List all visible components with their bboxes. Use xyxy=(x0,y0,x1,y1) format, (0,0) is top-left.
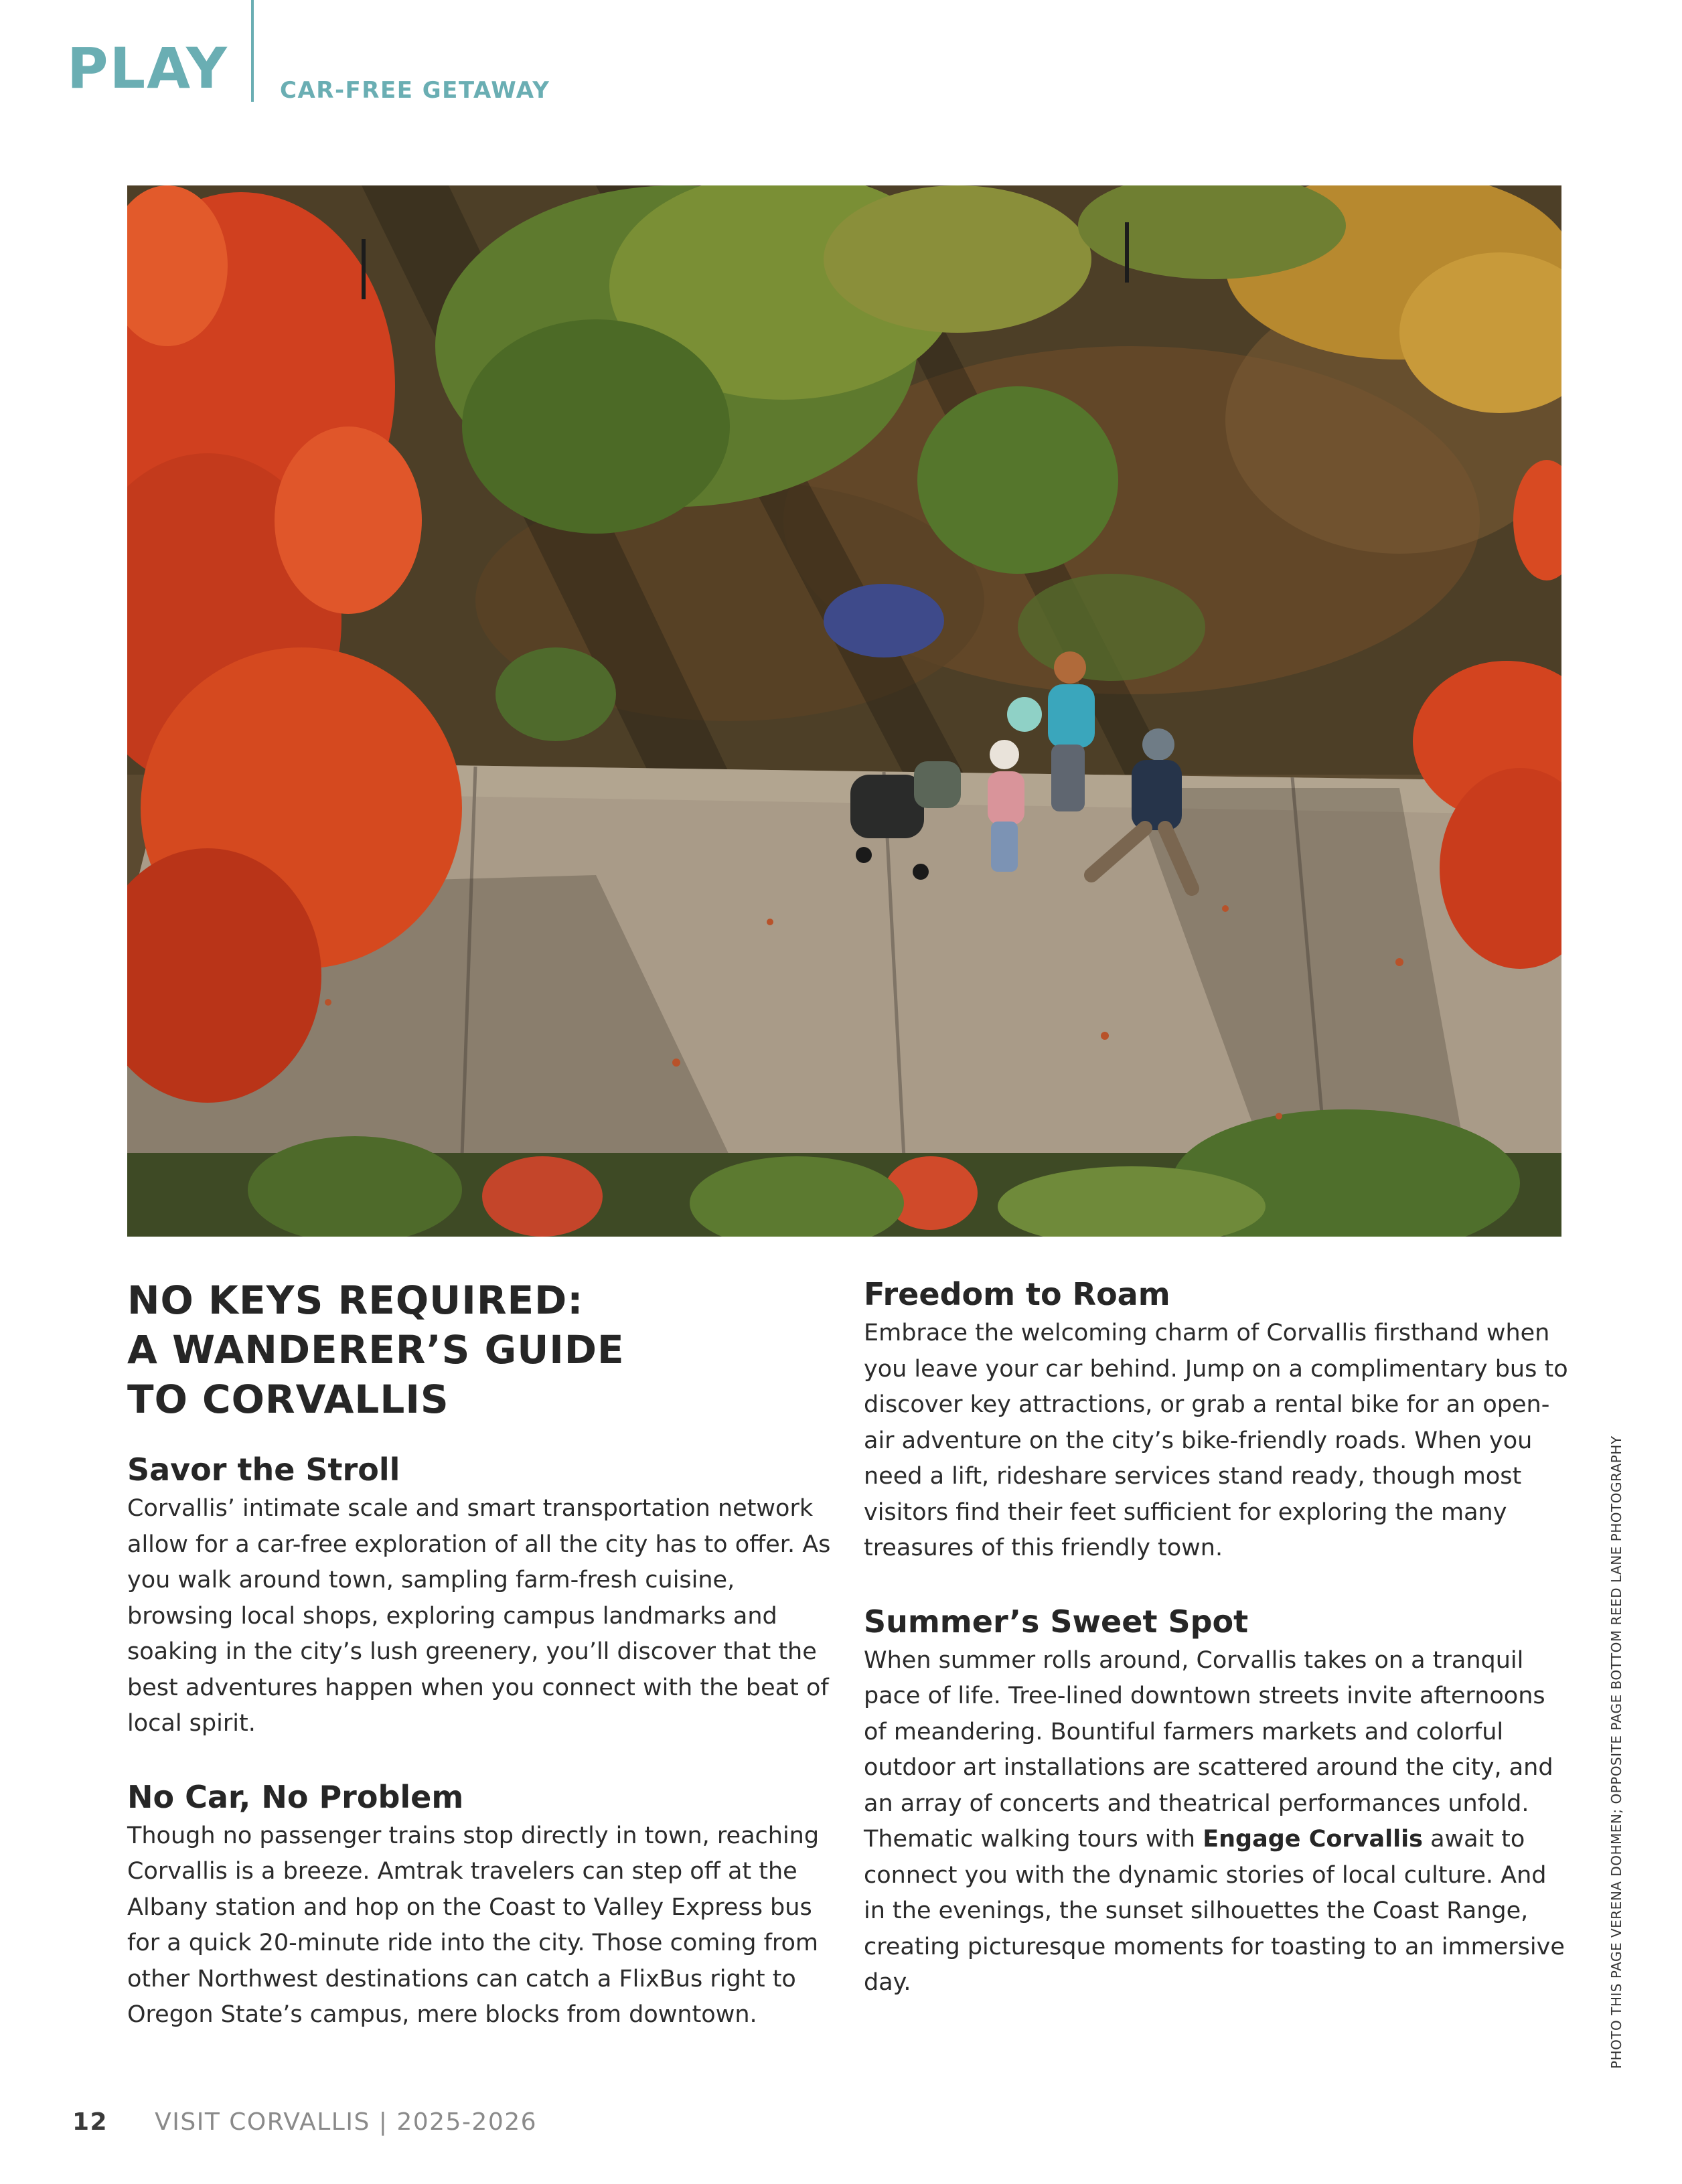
body-savor-the-stroll: Corvallis’ intimate scale and smart transportation network allow for a car-free exploration of all the city has to offer. As you walk around town, sampling farm-fresh cuisine, browsing local shops, exploring campus landmarks and soaking in the city’s lush greenery, you’ll discover that the best adventures happen when you connect with the beat of local spirit. xyxy=(127,1495,831,1737)
heading-no-car-no-problem: No Car, No Problem xyxy=(127,1778,464,1815)
body-freedom-to-roam: Embrace the welcoming charm of Corvallis firsthand when you leave your car behind. Jump on a complimentary bus to discover key attractions, or grab a rental bike for an open-air adventure on the city’s bike-friendly roads. When you need a lift, rideshare services stand ready, though most visitors find their feet sufficient for exploring the many treasures of this friendly town. xyxy=(864,1320,1568,1561)
article-title-line-1: NO KEYS REQUIRED: xyxy=(127,1277,584,1323)
summer-body-part-1: When summer rolls around, Corvallis takes on a tranquil pace of life. Tree-lined downtown streets invite afternoons of meandering. Bountiful farmers markets and colorful outdoor art installations are scattered around the city, and an array of concerts and theatrical performances unfold. Thematic walking tours with xyxy=(864,1646,1553,1853)
page-number: 12 xyxy=(72,2108,108,2136)
heading-summers-sweet-spot: Summer’s Sweet Spot xyxy=(864,1603,1249,1640)
engage-corvallis-link: Engage Corvallis xyxy=(1203,1826,1423,1853)
page-footer xyxy=(72,2110,537,2134)
summer-body-part-2: await to connect you with the dynamic stories of local culture. And in the evenings, the sunset silhouettes the Coast Range, creating picturesque moments for toasting to an immersive day. xyxy=(864,1826,1565,1996)
header-divider xyxy=(251,0,254,102)
heading-freedom-to-roam: Freedom to Roam xyxy=(864,1276,1170,1312)
heading-savor-the-stroll: Savor the Stroll xyxy=(127,1452,400,1488)
body-summers-sweet-spot xyxy=(864,1643,1574,2001)
section-subtitle: CAR-FREE GETAWAY xyxy=(280,77,550,104)
body-no-car-no-problem: Though no passenger trains stop directly in town, reaching Corvallis is a breeze. Amtrak travelers can step off at the Albany station and hop on the Coast to Valley Express bus for a quick 20-minute ride into the city. Those coming from other Northwest destinations can catch a FlixBus right to Oregon State’s campus, mere blocks from downtown. xyxy=(127,1822,820,2028)
article-title-line-2: A WANDERER’S GUIDE xyxy=(127,1327,625,1373)
section-label: PLAY xyxy=(67,35,228,101)
right-column xyxy=(864,1275,1574,2037)
article-title-line-3: TO CORVALLIS xyxy=(127,1377,449,1422)
publication-name: VISIT CORVALLIS | 2025-2026 xyxy=(155,2108,538,2136)
left-column xyxy=(127,1275,837,2070)
hero-photo xyxy=(127,185,1561,1237)
article-title xyxy=(127,1275,837,1424)
photo-credit: PHOTO THIS PAGE VERENA DOHMEN; OPPOSITE PAGE BOTTOM REED LANE PHOTOGRAPHY xyxy=(1608,1435,1624,2069)
